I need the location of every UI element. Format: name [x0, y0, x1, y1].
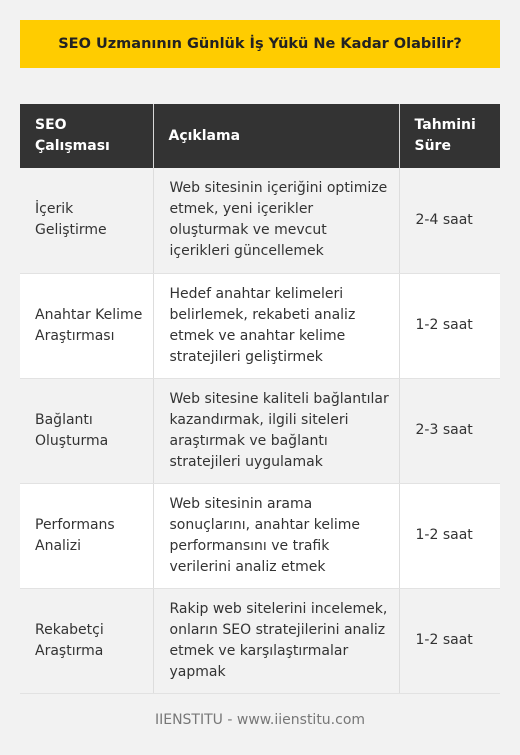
task-cell: Rekabetçi Araştırma — [20, 588, 153, 693]
duration-cell: 1-2 saat — [399, 273, 500, 378]
table-row — [20, 588, 500, 693]
task-cell: Performans Analizi — [20, 483, 153, 588]
page-title: SEO Uzmanının Günlük İş Yükü Ne Kadar Olabilir? — [20, 20, 500, 68]
duration-cell: 2-3 saat — [399, 378, 500, 483]
duration-cell: 2-4 saat — [399, 168, 500, 273]
header-estimated-time: Tahmini Süre — [399, 104, 500, 168]
footer-credit: IIENSTITU - www.iienstitu.com — [154, 712, 366, 728]
task-cell: İçerik Geliştirme — [20, 168, 153, 273]
description-cell: Rakip web sitelerini incelemek, onların SEO stratejilerini analiz etmek ve karşılaştırmalar yapmak — [153, 588, 399, 693]
header-description: Açıklama — [153, 104, 399, 168]
description-cell: Hedef anahtar kelimeleri belirlemek, rekabeti analiz etmek ve anahtar kelime stratejileri geliştirmek — [153, 273, 399, 378]
table-header-row — [20, 104, 500, 168]
duration-cell: 1-2 saat — [399, 483, 500, 588]
table-row — [20, 378, 500, 483]
description-cell: Web sitesinin içeriğini optimize etmek, yeni içerikler oluşturmak ve mevcut içerikleri güncellemek — [153, 168, 399, 273]
description-cell: Web sitesinin arama sonuçlarını, anahtar kelime performansını ve trafik verilerini analiz etmek — [153, 483, 399, 588]
table-row — [20, 483, 500, 588]
header-seo-task: SEO Çalışması — [20, 104, 153, 168]
task-cell: Anahtar Kelime Araştırması — [20, 273, 153, 378]
task-cell: Bağlantı Oluşturma — [20, 378, 153, 483]
seo-workload-table — [20, 104, 500, 694]
table-row — [20, 273, 500, 378]
table-row — [20, 168, 500, 273]
duration-cell: 1-2 saat — [399, 588, 500, 693]
description-cell: Web sitesine kaliteli bağlantılar kazandırmak, ilgili siteleri araştırmak ve bağlantı stratejileri uygulamak — [153, 378, 399, 483]
